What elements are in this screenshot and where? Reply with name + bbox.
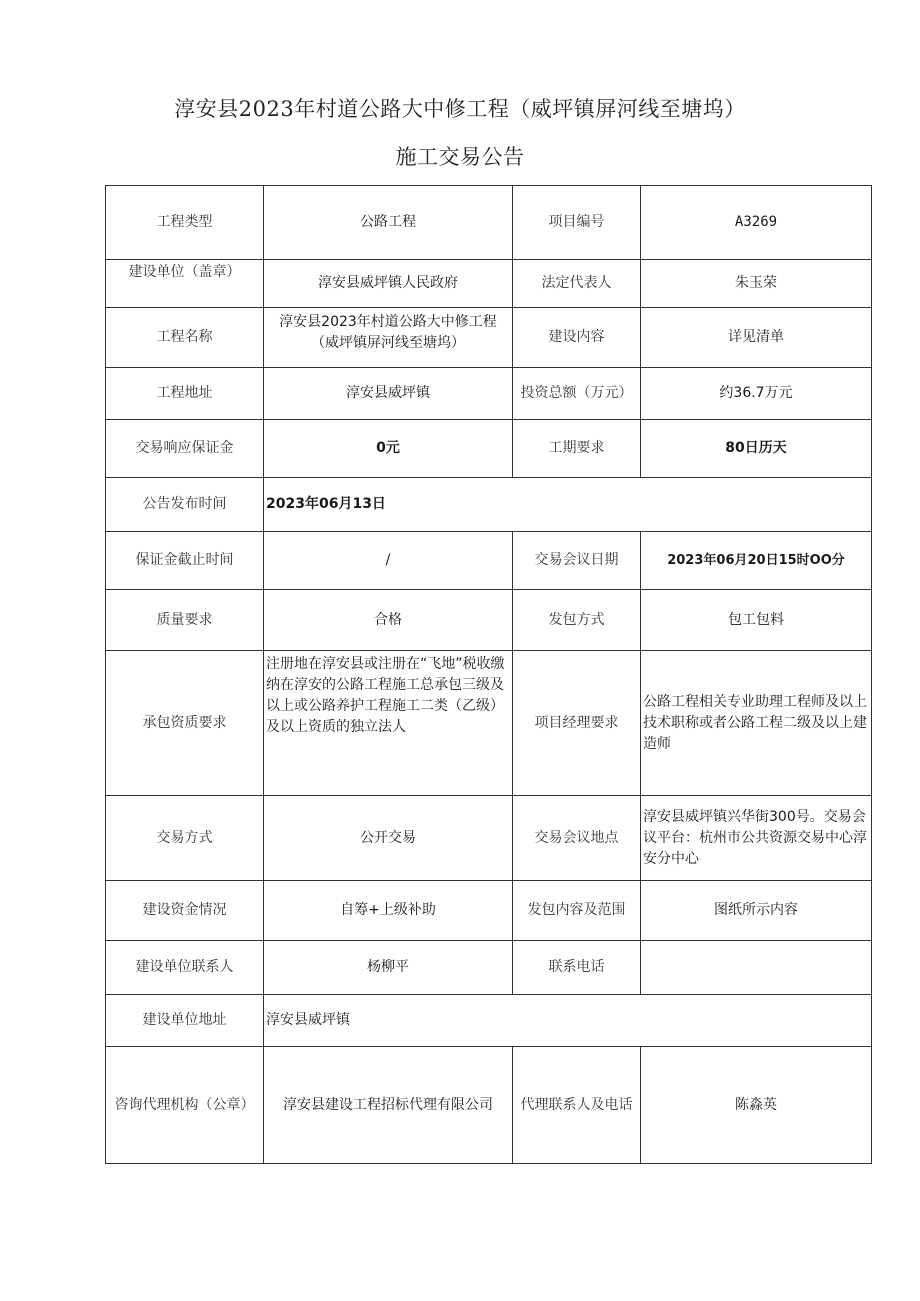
funding-label: 建设资金情况	[106, 881, 264, 941]
table-row	[106, 186, 872, 260]
qualification-value: 注册地在淳安县或注册在“飞地”税收缴纳在淳安的公路工程施工总承包三级及以上或公路养护工程施工二类（乙级）及以上资质的独立法人	[264, 651, 513, 796]
project-type-label: 工程类型	[106, 186, 264, 260]
contact-value: 杨柳平	[264, 941, 513, 995]
contract-mode-value: 包工包料	[641, 590, 872, 651]
publish-time-value: 2023年06月13日	[264, 478, 872, 532]
meeting-place-value: 淳安县威坪镇兴华街300号。交易会议平台：杭州市公共资源交易中心淳安分中心	[641, 796, 872, 881]
table-row	[106, 532, 872, 590]
agency-contact-value: 陈淼英	[641, 1047, 872, 1164]
content-value: 详见清单	[641, 308, 872, 368]
period-value: 80日历天	[641, 420, 872, 478]
quality-value: 合格	[264, 590, 513, 651]
deposit-label: 交易响应保证金	[106, 420, 264, 478]
address-value: 淳安县威坪镇	[264, 368, 513, 420]
project-type-value: 公路工程	[264, 186, 513, 260]
document-title: 淳安县2023年村道公路大中修工程（威坪镇屏河线至塘坞）	[174, 97, 746, 121]
content-label: 建设内容	[513, 308, 641, 368]
table-row	[106, 796, 872, 881]
table-row	[106, 308, 872, 368]
quality-label: 质量要求	[106, 590, 264, 651]
legal-rep-value: 朱玉荣	[641, 260, 872, 308]
builder-address-label: 建设单位地址	[106, 995, 264, 1047]
notice-table	[105, 185, 872, 1164]
project-no-label: 项目编号	[513, 186, 641, 260]
agency-label: 咨询代理机构（公章）	[106, 1047, 264, 1164]
agency-value: 淳安县建设工程招标代理有限公司	[264, 1047, 513, 1164]
table-row	[106, 1047, 872, 1164]
qualification-label: 承包资质要求	[106, 651, 264, 796]
table-row	[106, 368, 872, 420]
table-row	[106, 941, 872, 995]
funding-value: 自筹+上级补助	[264, 881, 513, 941]
project-name-value: 淳安县2023年村道公路大中修工程（威坪镇屏河线至塘坞）	[264, 308, 513, 368]
table-row	[106, 995, 872, 1047]
meeting-place-label: 交易会议地点	[513, 796, 641, 881]
address-label: 工程地址	[106, 368, 264, 420]
trade-mode-value: 公开交易	[264, 796, 513, 881]
contract-mode-label: 发包方式	[513, 590, 641, 651]
contact-label: 建设单位联系人	[106, 941, 264, 995]
builder-label: 建设单位（盖章）	[106, 260, 264, 308]
meeting-date-label: 交易会议日期	[513, 532, 641, 590]
scope-value: 图纸所示内容	[641, 881, 872, 941]
builder-value: 淳安县威坪镇人民政府	[264, 260, 513, 308]
phone-value	[641, 941, 872, 995]
manager-label: 项目经理要求	[513, 651, 641, 796]
project-no-value: A3269	[641, 186, 872, 260]
deposit-deadline-label: 保证金截止时间	[106, 532, 264, 590]
meeting-date-value: 2023年06月20日15时OO分	[641, 532, 872, 590]
deposit-deadline-value: /	[264, 532, 513, 590]
table-row	[106, 260, 872, 308]
period-label: 工期要求	[513, 420, 641, 478]
table-row	[106, 651, 872, 796]
builder-address-value: 淳安县威坪镇	[264, 995, 872, 1047]
table-row	[106, 590, 872, 651]
scope-label: 发包内容及范围	[513, 881, 641, 941]
legal-rep-label: 法定代表人	[513, 260, 641, 308]
table-row	[106, 420, 872, 478]
publish-time-label: 公告发布时间	[106, 478, 264, 532]
deposit-value: 0元	[264, 420, 513, 478]
project-name-label: 工程名称	[106, 308, 264, 368]
phone-label: 联系电话	[513, 941, 641, 995]
agency-contact-label: 代理联系人及电话	[513, 1047, 641, 1164]
investment-value: 约36.7万元	[641, 368, 872, 420]
table-row	[106, 881, 872, 941]
document-subtitle: 施工交易公告	[395, 145, 525, 169]
manager-value: 公路工程相关专业助理工程师及以上技术职称或者公路工程二级及以上建造师	[641, 651, 872, 796]
trade-mode-label: 交易方式	[106, 796, 264, 881]
investment-label: 投资总额（万元）	[513, 368, 641, 420]
table-row	[106, 478, 872, 532]
